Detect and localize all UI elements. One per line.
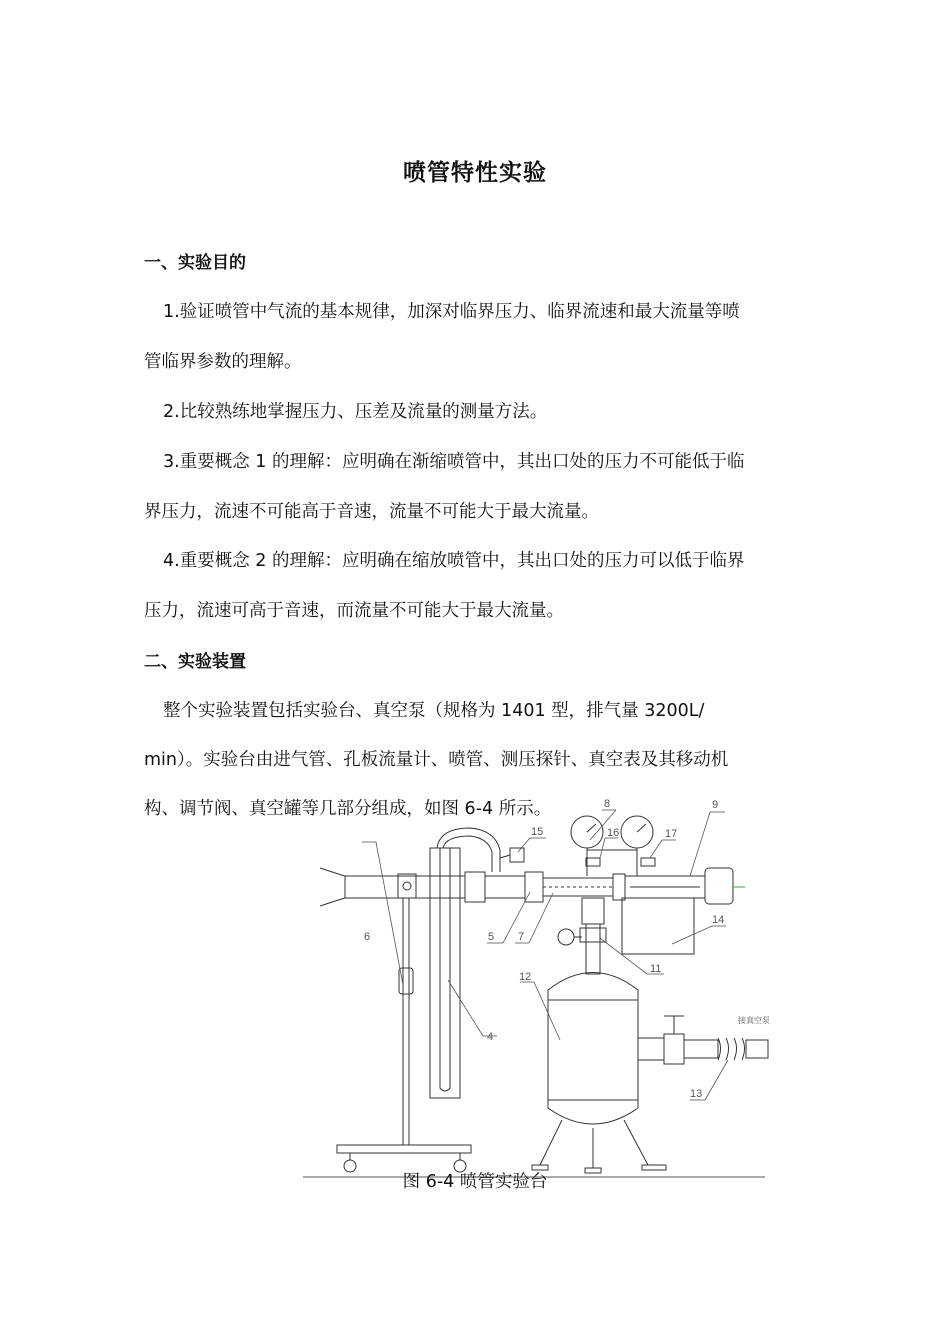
diagram-label: 14 xyxy=(712,914,725,926)
paragraph-line: 压力，流速可高于音速，而流量不可能大于最大流量。 xyxy=(144,601,564,621)
diagram-label: 11 xyxy=(650,963,662,975)
section-heading-purpose: 一、实验目的 xyxy=(144,253,246,273)
vacuum-tank xyxy=(548,973,638,1125)
diagram-label: 4 xyxy=(487,1031,494,1043)
pressure-port xyxy=(510,848,524,862)
nozzle-flange xyxy=(525,872,543,902)
inlet-bell xyxy=(320,868,345,906)
diagram-label: 17 xyxy=(665,828,678,840)
paragraph-line: 3.重要概念 1 的理解：应明确在渐缩喷管中，其出口处的压力不可能低于临 xyxy=(163,452,745,472)
diagram-label: 9 xyxy=(712,799,719,811)
paragraph-line: 2.比较熟练地掌握压力、压差及流量的测量方法。 xyxy=(163,402,548,422)
paragraph-line: 管临界参数的理解。 xyxy=(144,352,302,372)
page-title: 喷管特性实验 xyxy=(403,160,547,186)
paragraph-line: 界压力，流速不可能高于音速，流量不可能大于最大流量。 xyxy=(144,502,599,522)
u-tube-manometer xyxy=(430,848,460,1098)
diagram-label: 5 xyxy=(488,931,495,943)
diagram-label: 16 xyxy=(607,827,620,839)
diagram-label: 7 xyxy=(518,931,525,943)
inlet-pipe xyxy=(345,876,465,898)
diagram-label: 12 xyxy=(519,971,532,983)
stand-base xyxy=(337,1145,471,1153)
section-heading-apparatus: 二、实验装置 xyxy=(144,652,246,672)
diagram-label-pump: 接真空泵 xyxy=(738,1016,770,1025)
moving-mechanism xyxy=(705,868,733,904)
diagram-label: 13 xyxy=(690,1088,703,1100)
diagram-label: 8 xyxy=(604,798,611,810)
paragraph-line: 1.验证喷管中气流的基本规律，加深对临界压力、临界流速和最大流量等喷 xyxy=(163,302,740,322)
paragraph-line: min）。实验台由进气管、孔板流量计、喷管、测压探针、真空表及其移动机 xyxy=(144,750,729,770)
outlet-valve xyxy=(664,1034,684,1064)
orifice-flange xyxy=(465,872,485,902)
paragraph-line: 整个实验装置包括实验台、真空泵（规格为 1401 型，排气量 3200L/ xyxy=(163,701,705,721)
nozzle xyxy=(543,878,613,896)
paragraph-line: 4.重要概念 2 的理解：应明确在缩放喷管中，其出口处的压力可以低于临界 xyxy=(163,551,745,571)
regulating-valve xyxy=(558,929,574,945)
figure-caption: 图 6-4 喷管实验台 xyxy=(402,1172,548,1192)
control-box xyxy=(622,898,694,954)
diagram-label: 6 xyxy=(364,931,371,943)
diagram-label: 15 xyxy=(531,826,544,838)
flexible-hose xyxy=(718,1038,745,1060)
paragraph-line: 构、调节阀、真空罐等几部分组成，如图 6-4 所示。 xyxy=(144,799,552,819)
apparatus-diagram xyxy=(0,780,950,1200)
